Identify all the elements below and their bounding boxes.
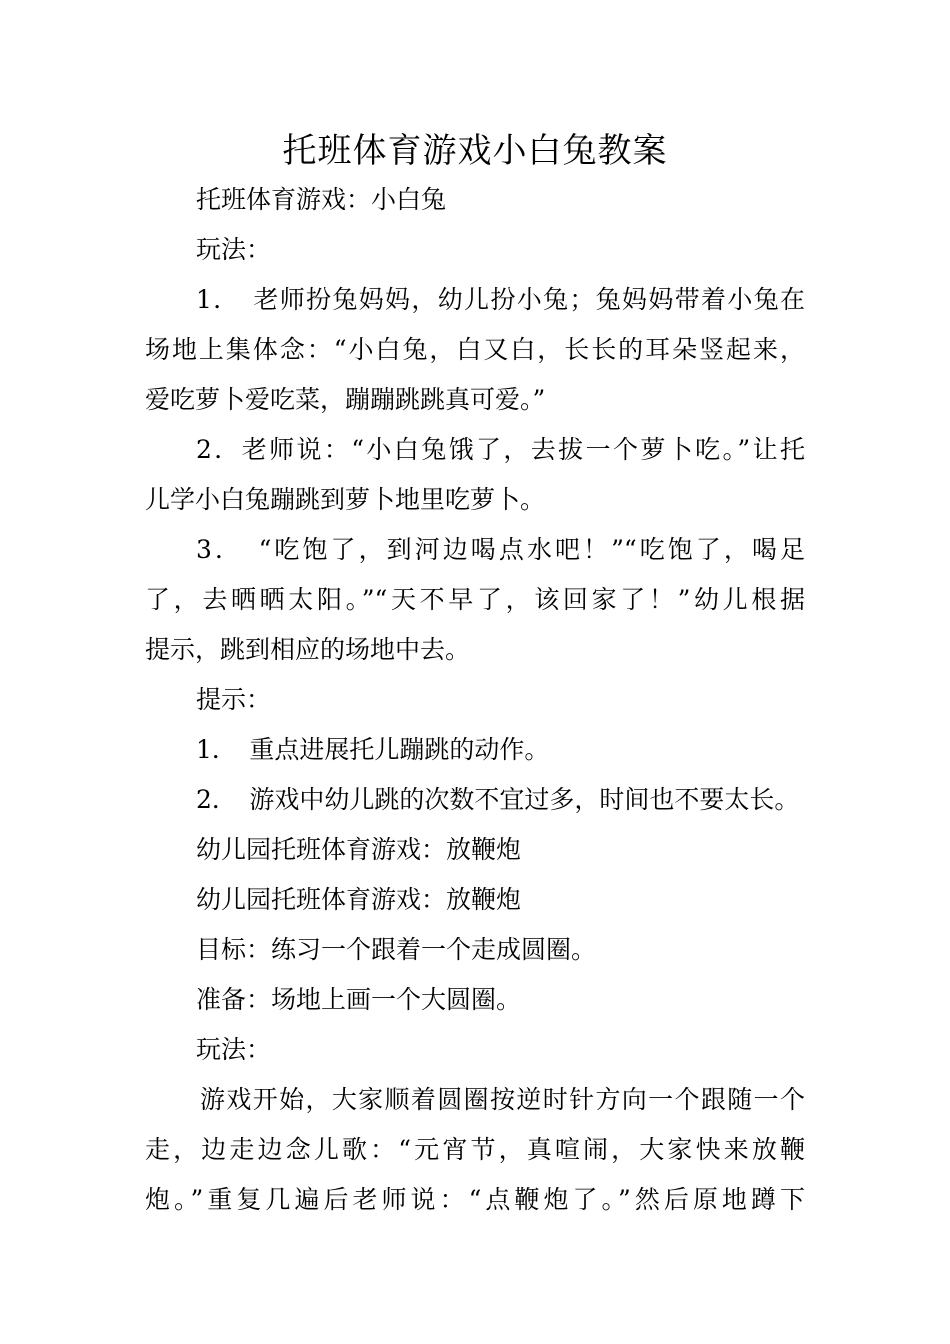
paragraph-line: 了，去晒晒太阳。”“天不早了，该回家了！”幼儿根据 (145, 585, 805, 614)
paragraph-line: 1． 重点进展托儿蹦跳的动作。 (196, 735, 550, 764)
paragraph-line: 走，边走边念儿歌：“元宵节，真喧闹，大家快来放鞭 (145, 1135, 805, 1164)
paragraph-line: 准备：场地上画一个大圆圈。 (196, 985, 522, 1014)
paragraph-line: 游戏开始，大家顺着圆圈按逆时针方向一个跟随一个 (200, 1085, 805, 1114)
paragraph-line: 场地上集体念：“小白兔，白又白，长长的耳朵竖起来， (145, 335, 805, 364)
paragraph-line: 幼儿园托班体育游戏：放鞭炮 (196, 835, 522, 864)
paragraph-line: 1． 老师扮兔妈妈，幼儿扮小兔；兔妈妈带着小兔在 (196, 285, 805, 314)
paragraph-line: 2．老师说：“小白兔饿了，去拔一个萝卜吃。”让托 (196, 435, 805, 464)
document-title: 托班体育游戏小白兔教案 (282, 131, 668, 171)
paragraph-line: 儿学小白兔蹦跳到萝卜地里吃萝卜。 (145, 485, 546, 514)
paragraph-line: 提示： (196, 685, 272, 714)
paragraph-line: 幼儿园托班体育游戏：放鞭炮 (196, 885, 522, 914)
paragraph-line: 炮。”重复几遍后老师说：“点鞭炮了。”然后原地蹲下 (145, 1185, 805, 1214)
paragraph-line: 2． 游戏中幼儿跳的次数不宜过多，时间也不要太长。 (196, 785, 800, 814)
paragraph-line: 爱吃萝卜爱吃菜，蹦蹦跳跳真可爱。” (145, 385, 546, 414)
paragraph-line: 3． “吃饱了，到河边喝点水吧！”“吃饱了，喝足 (196, 535, 805, 564)
paragraph-line: 提示，跳到相应的场地中去。 (145, 635, 471, 664)
paragraph-line: 玩法： (196, 235, 272, 264)
paragraph-line: 玩法： (196, 1035, 272, 1064)
paragraph-line: 目标：练习一个跟着一个走成圆圈。 (196, 935, 597, 964)
paragraph-line: 托班体育游戏：小白兔 (196, 185, 447, 214)
